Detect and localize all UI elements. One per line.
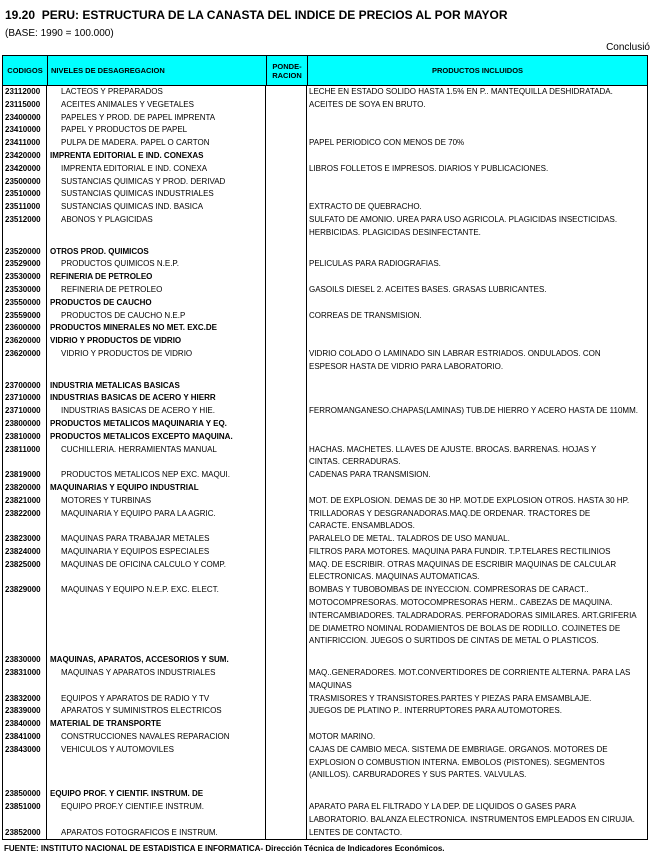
table-row [3,188,647,201]
row-weight [266,150,307,163]
row-product: FERROMANGANESO.CHAPAS(LAMINAS) TUB.DE HIERRO Y ACERO HASTA DE 110MM. [309,406,638,416]
row-code: 23823000 [3,533,47,546]
row-product: HERBICIDAS. PLAGICIDAS DESINFECTANTE. [309,227,481,237]
row-level: MAQUINAS Y APARATOS INDUSTRIALES [47,667,266,680]
row-product: ACEITES DE SOYA EN BRUTO. [309,99,426,109]
table-row [3,258,647,271]
row-level: PRODUCTOS METALICOS EXCEPTO MAQUINA. [47,431,266,444]
row-code [3,635,47,648]
row-product [307,431,647,444]
row-code: 23510000 [3,188,47,201]
row-level: VIDRIO Y PRODUCTOS DE VIDRIO [47,348,266,361]
row-product [307,335,647,348]
table-row [3,667,647,680]
row-product: BOMBAS Y TUBOBOMBAS DE INYECCION. COMPRESORAS DE CARACT.. [309,585,589,595]
row-code: 23529000 [3,258,47,271]
row-code: 23530000 [3,271,47,284]
row-code: 23520000 [3,246,47,259]
row-level: SUSTANCIAS QUIMICAS INDUSTRIALES [47,188,266,201]
table-row [3,380,647,393]
row-code: 23620000 [3,335,47,348]
row-weight [266,623,307,636]
row-weight [266,431,307,444]
row-weight [266,693,307,706]
row-weight [266,469,307,482]
row-code: 23710000 [3,392,47,405]
row-weight [266,667,307,680]
continuation-note: Conclusió [606,42,650,53]
row-weight [266,705,307,718]
table-row [3,623,647,636]
row-level: MATERIAL DE TRANSPORTE [47,718,266,731]
row-code: 23819000 [3,469,47,482]
row-level: EQUIPO PROF. Y CIENTIF. INSTRUM. DE [47,788,266,801]
row-weight [266,163,307,176]
row-weight [266,335,307,348]
row-weight [266,214,307,227]
column-header-codes: CODIGOS [7,66,43,75]
table-row [3,788,647,801]
table-row [3,495,647,508]
table-row [3,444,647,457]
row-product: INTERCAMBIADORES. TALADRADORAS. PERFORADORAS SIMILARES. ART.GRIFERIA [309,610,637,620]
row-code: 23852000 [3,827,47,840]
row-weight [266,246,307,259]
row-level: MAQUINAS PARA TRABAJAR METALES [47,533,266,546]
row-code: 23530000 [3,284,47,297]
row-product: ESPESOR HASTA DE VIDRIO PARA LABORATORIO. [309,361,504,371]
table-row [3,731,647,744]
row-product: CORREAS DE TRANSMISION. [309,310,422,320]
row-product: MOTOR MARINO. [309,732,376,742]
row-level: IMPRENTA EDITORIAL E IND. CONEXA [47,163,266,176]
table-row [3,112,647,125]
column-header-weight-text: PONDE- RACION [272,61,302,80]
row-level [47,456,266,469]
table-row [3,705,647,718]
table-row [3,456,647,469]
row-weight [266,380,307,393]
row-weight [266,392,307,405]
row-product: TRASMISORES Y TRANSISTORES.PARTES Y PIEZAS PARA EMSAMBLAJE. [309,693,592,703]
row-product: PARALELO DE METAL. TALADROS DE USO MANUAL. [309,534,510,544]
row-product [307,322,647,335]
row-weight [266,444,307,457]
row-weight [266,597,307,610]
row-code [3,571,47,584]
row-level: OTROS PROD. QUIMICOS [47,246,266,259]
table-row [3,597,647,610]
row-weight [266,482,307,495]
row-product: TRILLADORAS Y DESGRANADORAS.MAQ.DE ORDENAR. TRACTORES DE [309,508,591,518]
row-level: PRODUCTOS METALICOS MAQUINARIA Y EQ. [47,418,266,431]
row-weight [266,284,307,297]
table-row [3,718,647,731]
table-row [3,86,647,99]
row-weight [266,112,307,125]
row-code [3,597,47,610]
table-row [3,769,647,782]
row-level: IMPRENTA EDITORIAL E IND. CONEXAS [47,150,266,163]
row-level: CONSTRUCCIONES NAVALES REPARACION [47,731,266,744]
row-level: INDUSTRIAS BASICAS DE ACERO Y HIERR [47,392,266,405]
table-row [3,559,647,572]
row-weight [266,201,307,214]
row-product: LIBROS FOLLETOS E IMPRESOS. DIARIOS Y PUBLICACIONES. [309,163,549,173]
row-product: HACHAS. MACHETES. LLAVES DE AJUSTE. BROCAS. BARRENAS. HOJAS Y [309,444,597,454]
row-code: 23839000 [3,705,47,718]
table-row [3,392,647,405]
row-code [3,456,47,469]
table-row [3,482,647,495]
row-weight [266,456,307,469]
row-code: 23825000 [3,559,47,572]
row-level: MOTORES Y TURBINAS [47,495,266,508]
row-weight [266,418,307,431]
row-level: INDUSTRIA METALICAS BASICAS [47,380,266,393]
row-level: PAPELES Y PROD. DE PAPEL IMPRENTA [47,112,266,125]
row-level: MAQUINARIA Y EQUIPO PARA LA AGRIC. [47,508,266,521]
row-level: PRODUCTOS DE CAUCHO N.E.P [47,310,266,323]
table-row [3,322,647,335]
row-level: MAQUINAS Y EQUIPO N.E.P. EXC. ELECT. [47,584,266,597]
row-product: JUEGOS DE PLATINO P.. INTERRUPTORES PARA AUTOMOTORES. [309,706,562,716]
row-weight [266,610,307,623]
row-code: 23851000 [3,801,47,814]
row-product: MOTOCOMPRESORAS. MOTOCOMPRESORAS HERM.. CABEZAS DE MAQUINA. [309,598,613,608]
row-product: VIDRIO COLADO O LAMINADO SIN LABRAR ESTRIADOS. ONDULADOS. CON [309,348,601,358]
row-code: 23410000 [3,124,47,137]
row-code: 23420000 [3,163,47,176]
row-level: REFINERIA DE PETROLEO [47,284,266,297]
table-row [3,297,647,310]
row-product: CINTAS. CERRADURAS. [309,457,401,467]
row-level: PRODUCTOS DE CAUCHO [47,297,266,310]
row-product [307,176,647,189]
row-code: 23831000 [3,667,47,680]
row-level [47,757,266,770]
row-weight [266,99,307,112]
row-weight [266,744,307,757]
table-row [3,584,647,597]
row-code: 23820000 [3,482,47,495]
row-product: FILTROS PARA MOTORES. MAQUINA PARA FUNDIR. T.P.TELARES RECTILINIOS [309,546,611,556]
row-weight [266,680,307,693]
row-level: VIDRIO Y PRODUCTOS DE VIDRIO [47,335,266,348]
row-code: 23420000 [3,150,47,163]
row-product: GASOILS DIESEL 2. ACEITES BASES. GRASAS LUBRICANTES. [309,284,547,294]
row-product: ANTIFRICCION. JUEGOS O SURTIDOS DE CINTAS DE METAL O PLASTICOS. [309,636,599,646]
row-code: 23112000 [3,86,47,99]
row-code: 23843000 [3,744,47,757]
row-code [3,610,47,623]
row-weight [266,188,307,201]
row-level: MAQUINAS, APARATOS, ACCESORIOS Y SUM. [47,654,266,667]
row-weight [266,814,307,827]
column-header-levels: NIVELES DE DESAGREGACION [47,56,266,85]
row-product [307,654,647,667]
row-weight [266,495,307,508]
row-level: PRODUCTOS QUIMICOS N.E.P. [47,258,266,271]
table-row [3,801,647,814]
table-row [3,284,647,297]
row-code [3,520,47,533]
row-level [47,680,266,693]
row-weight [266,310,307,323]
table-row [3,150,647,163]
row-level: EQUIPO PROF.Y CIENTIF.E INSTRUM. [47,801,266,814]
row-weight [266,635,307,648]
row-weight [266,361,307,374]
row-weight [266,584,307,597]
row-level [47,520,266,533]
table-row [3,546,647,559]
row-weight [266,297,307,310]
row-product [307,124,647,137]
source-footnote: FUENTE: INSTITUTO NACIONAL DE ESTADISTICA E INFORMATICA- Dirección Técnica de Indicadores Económicos. [4,844,445,853]
row-weight [266,788,307,801]
table-row [3,757,647,770]
row-product: MOT. DE EXPLOSION. DEMAS DE 30 HP. MOT.DE EXPLOSION OTROS. HASTA 30 HP. [309,495,630,505]
base-year-note: (BASE: 1990 = 100.000) [5,28,114,39]
row-level: MAQUINAS DE OFICINA CALCULO Y COMP. [47,559,266,572]
row-weight [266,322,307,335]
row-weight [266,271,307,284]
row-product [307,297,647,310]
row-level: VEHICULOS Y AUTOMOVILES [47,744,266,757]
row-code [3,769,47,782]
row-code: 23620000 [3,348,47,361]
row-weight [266,827,307,840]
table-row [3,520,647,533]
table-row [3,163,647,176]
table-row [3,418,647,431]
table-row [3,827,647,840]
row-code [3,361,47,374]
row-code: 23512000 [3,214,47,227]
table-body [3,86,647,839]
row-weight [266,227,307,240]
row-level [47,635,266,648]
row-level: SUSTANCIAS QUIMICAS IND. BASICA [47,201,266,214]
row-code: 23824000 [3,546,47,559]
row-level: MAQUINARIA Y EQUIPOS ESPECIALES [47,546,266,559]
row-product [307,418,647,431]
row-level [47,769,266,782]
row-code: 23810000 [3,431,47,444]
row-product [307,246,647,259]
row-code: 23832000 [3,693,47,706]
row-code [3,680,47,693]
row-weight [266,546,307,559]
table-row [3,361,647,374]
row-product [307,718,647,731]
row-product: EXPLOSION O COMBUSTION INTERNA. EMBOLOS (PISTONES). SEGMENTOS [309,757,605,767]
row-code [3,227,47,240]
row-code: 23115000 [3,99,47,112]
table-row [3,335,647,348]
table-row [3,227,647,240]
row-level: CUCHILLERIA. HERRAMIENTAS MANUAL [47,444,266,457]
row-product: MAQUINAS [309,680,352,690]
row-level: PRODUCTOS MINERALES NO MET. EXC.DE [47,322,266,335]
row-product: LENTES DE CONTACTO. [309,827,403,837]
row-code: 23841000 [3,731,47,744]
row-code: 23710000 [3,405,47,418]
row-level [47,597,266,610]
row-code: 23811000 [3,444,47,457]
row-weight [266,769,307,782]
row-code: 23700000 [3,380,47,393]
row-weight [266,533,307,546]
row-weight [266,508,307,521]
row-product: EXTRACTO DE QUEBRACHO. [309,202,422,212]
row-level: EQUIPOS Y APARATOS DE RADIO Y TV [47,693,266,706]
row-weight [266,757,307,770]
row-level: REFINERIA DE PETROLEO [47,271,266,284]
row-weight [266,176,307,189]
page-title: 19.20 PERU: ESTRUCTURA DE LA CANASTA DEL INDICE DE PRECIOS AL POR MAYOR [5,8,508,22]
row-product [307,482,647,495]
row-product [307,271,647,284]
row-weight [266,137,307,150]
table-row [3,99,647,112]
row-level [47,610,266,623]
row-level: SUSTANCIAS QUIMICAS Y PROD. DERIVAD [47,176,266,189]
row-product: LABORATORIO. BALANZA ELECTRONICA. INSTRUMENTOS EMPLEADOS EN CIRUJIA. [309,814,635,824]
table-row [3,654,647,667]
table-row [3,124,647,137]
table-row [3,214,647,227]
table-row [3,571,647,584]
row-weight [266,801,307,814]
table-row [3,271,647,284]
table-row [3,405,647,418]
row-weight [266,520,307,533]
row-product: ELECTRONICAS. MAQUINAS AUTOMATICAS. [309,572,480,582]
row-product: CADENAS PARA TRANSMISION. [309,470,431,480]
row-product: PAPEL PERIODICO CON MENOS DE 70% [309,138,465,148]
column-header-products: PRODUCTOS INCLUIDOS [307,56,647,85]
table-row [3,310,647,323]
row-weight [266,571,307,584]
row-code: 23411000 [3,137,47,150]
row-level: LACTEOS Y PREPARADOS [47,86,266,99]
row-level [47,571,266,584]
row-weight [266,86,307,99]
row-code: 23829000 [3,584,47,597]
row-level [47,361,266,374]
row-level: MAQUINARIAS Y EQUIPO INDUSTRIAL [47,482,266,495]
row-product: (ANILLOS). CARBURADORES Y SUS PARTES. VALVULAS. [309,770,527,780]
row-level: PAPEL Y PRODUCTOS DE PAPEL [47,124,266,137]
row-level [47,227,266,240]
table-row [3,201,647,214]
row-weight [266,559,307,572]
row-code: 23850000 [3,788,47,801]
table-row [3,348,647,361]
row-product [307,380,647,393]
table-row [3,246,647,259]
table-row [3,533,647,546]
row-code [3,757,47,770]
table-row [3,693,647,706]
row-code [3,623,47,636]
row-code: 23800000 [3,418,47,431]
price-index-structure-table [2,55,648,840]
row-level: PRODUCTOS METALICOS NEP EXC. MAQUI. [47,469,266,482]
row-weight [266,405,307,418]
table-row [3,431,647,444]
row-product: CARACTE. ENSAMBLADOS. [309,521,415,531]
row-code: 23550000 [3,297,47,310]
column-header-weight [266,56,307,85]
row-code: 23600000 [3,322,47,335]
row-level: ABONOS Y PLAGICIDAS [47,214,266,227]
row-product: MAQ..GENERADORES. MOT.CONVERTIDORES DE CORRIENTE ALTERNA. PARA LAS [309,668,631,678]
row-product: DE DIAMETRO NOMINAL RODAMIENTOS DE BOLAS DE RODILLO. COJINETES DE [309,623,621,633]
row-weight [266,718,307,731]
row-weight [266,258,307,271]
row-product [307,788,647,801]
row-level [47,623,266,636]
row-product: SULFATO DE AMONIO. UREA PARA USO AGRICOLA. PLAGICIDAS INSECTICIDAS. [309,214,618,224]
row-product: CAJAS DE CAMBIO MECA. SISTEMA DE EMBRIAGE. ORGANOS. MOTORES DE [309,744,608,754]
table-row [3,680,647,693]
row-level: INDUSTRIAS BASICAS DE ACERO Y HIE. [47,405,266,418]
table-row [3,635,647,648]
row-code: 23500000 [3,176,47,189]
row-code [3,814,47,827]
row-level [47,814,266,827]
row-code: 23511000 [3,201,47,214]
row-code: 23830000 [3,654,47,667]
table-row [3,814,647,827]
row-weight [266,124,307,137]
table-row [3,176,647,189]
table-row [3,469,647,482]
row-product: LECHE EN ESTADO SOLIDO HASTA 1.5% EN P.. MANTEQUILLA DESHIDRATADA. [309,87,613,96]
row-weight [266,731,307,744]
row-code: 23400000 [3,112,47,125]
row-weight [266,348,307,361]
row-level: PULPA DE MADERA. PAPEL O CARTON [47,137,266,150]
table-row [3,508,647,521]
table-header-row [3,56,647,86]
row-level: ACEITES ANIMALES Y VEGETALES [47,99,266,112]
table-row [3,610,647,623]
row-code: 23822000 [3,508,47,521]
row-code: 23840000 [3,718,47,731]
row-level: APARATOS Y SUMINISTROS ELECTRICOS [47,705,266,718]
row-product [307,150,647,163]
row-level: APARATOS FOTOGRAFICOS E INSTRUM. [47,827,266,840]
row-product [307,392,647,405]
row-product: APARATO PARA EL FILTRADO Y LA DEP. DE LIQUIDOS O GASES PARA [309,802,576,812]
row-product [307,188,647,201]
row-code: 23821000 [3,495,47,508]
row-product: PELICULAS PARA RADIOGRAFIAS. [309,259,441,269]
row-weight [266,654,307,667]
row-product [307,112,647,125]
table-row [3,137,647,150]
row-product: MAQ. DE ESCRIBIR. OTRAS MAQUINAS DE ESCRIBIR MAQUINAS DE CALCULAR [309,559,617,569]
row-code: 23559000 [3,310,47,323]
table-row [3,744,647,757]
